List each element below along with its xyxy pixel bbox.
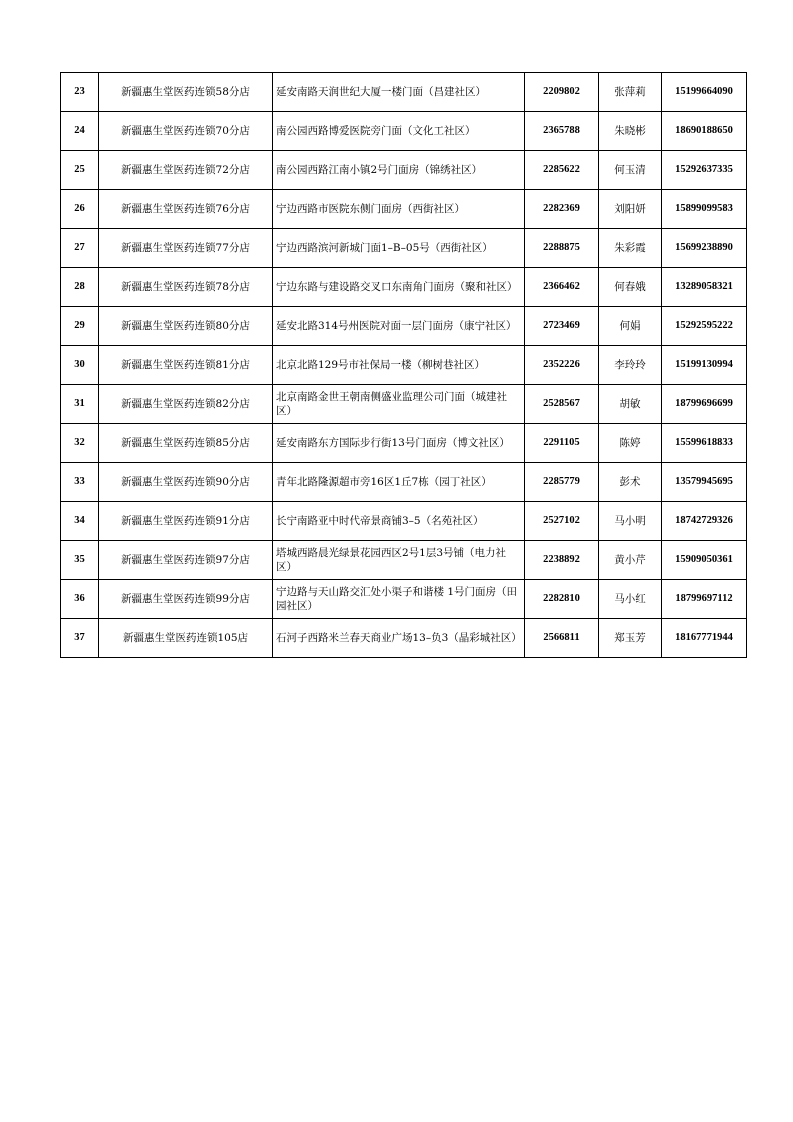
store-phone: 2238892 — [525, 541, 599, 580]
contact-person: 马小明 — [599, 502, 662, 541]
contact-person: 何娟 — [599, 307, 662, 346]
row-number: 37 — [61, 619, 99, 658]
row-number: 25 — [61, 151, 99, 190]
store-phone: 2285779 — [525, 463, 599, 502]
store-name: 新疆惠生堂医药连锁81分店 — [99, 346, 273, 385]
contact-person: 李玲玲 — [599, 346, 662, 385]
mobile-number: 15599618833 — [662, 424, 747, 463]
table-row — [61, 307, 747, 346]
row-number: 34 — [61, 502, 99, 541]
store-address: 石河子西路米兰春天商业广场13–负3（晶彩城社区） — [273, 619, 525, 658]
row-number: 26 — [61, 190, 99, 229]
store-name: 新疆惠生堂医药连锁58分店 — [99, 73, 273, 112]
table-row — [61, 190, 747, 229]
row-number: 23 — [61, 73, 99, 112]
mobile-number: 15292637335 — [662, 151, 747, 190]
row-number: 31 — [61, 385, 99, 424]
row-number: 28 — [61, 268, 99, 307]
contact-person: 张萍莉 — [599, 73, 662, 112]
row-number: 29 — [61, 307, 99, 346]
contact-person: 朱晓彬 — [599, 112, 662, 151]
table-row — [61, 619, 747, 658]
store-address: 长宁南路亚中时代帝景商铺3–5（名苑社区） — [273, 502, 525, 541]
contact-person: 陈婷 — [599, 424, 662, 463]
mobile-number: 18742729326 — [662, 502, 747, 541]
store-phone: 2352226 — [525, 346, 599, 385]
store-phone: 2209802 — [525, 73, 599, 112]
store-address: 青年北路隆源超市旁16区1丘7栋（园丁社区） — [273, 463, 525, 502]
store-address: 宁边西路滨河新城门面1–B–05号（西街社区） — [273, 229, 525, 268]
mobile-number: 15899099583 — [662, 190, 747, 229]
store-table — [60, 72, 747, 658]
table-row — [61, 229, 747, 268]
table-row — [61, 463, 747, 502]
store-phone: 2527102 — [525, 502, 599, 541]
contact-person: 马小红 — [599, 580, 662, 619]
row-number: 32 — [61, 424, 99, 463]
store-address: 延安北路314号州医院对面一层门面房（康宁社区） — [273, 307, 525, 346]
store-name: 新疆惠生堂医药连锁80分店 — [99, 307, 273, 346]
store-name: 新疆惠生堂医药连锁97分店 — [99, 541, 273, 580]
row-number: 36 — [61, 580, 99, 619]
mobile-number: 18799696699 — [662, 385, 747, 424]
contact-person: 郑玉芳 — [599, 619, 662, 658]
store-phone: 2723469 — [525, 307, 599, 346]
table-body — [61, 73, 747, 658]
store-name: 新疆惠生堂医药连锁70分店 — [99, 112, 273, 151]
contact-person: 朱彩霞 — [599, 229, 662, 268]
contact-person: 黄小芹 — [599, 541, 662, 580]
store-address: 宁边路与天山路交汇处小渠子和谐楼 1号门面房（田园社区） — [273, 580, 525, 619]
contact-person: 胡敏 — [599, 385, 662, 424]
row-number: 24 — [61, 112, 99, 151]
store-phone: 2282810 — [525, 580, 599, 619]
store-name: 新疆惠生堂医药连锁99分店 — [99, 580, 273, 619]
mobile-number: 15699238890 — [662, 229, 747, 268]
store-phone: 2291105 — [525, 424, 599, 463]
store-name: 新疆惠生堂医药连锁82分店 — [99, 385, 273, 424]
contact-person: 何春娥 — [599, 268, 662, 307]
store-name: 新疆惠生堂医药连锁105店 — [99, 619, 273, 658]
store-address: 宁边西路市医院东侧门面房（西街社区） — [273, 190, 525, 229]
store-phone: 2366462 — [525, 268, 599, 307]
mobile-number: 15909050361 — [662, 541, 747, 580]
row-number: 35 — [61, 541, 99, 580]
contact-person: 何玉清 — [599, 151, 662, 190]
table-row — [61, 73, 747, 112]
store-name: 新疆惠生堂医药连锁91分店 — [99, 502, 273, 541]
mobile-number: 18799697112 — [662, 580, 747, 619]
mobile-number: 18167771944 — [662, 619, 747, 658]
mobile-number: 13289058321 — [662, 268, 747, 307]
mobile-number: 15199130994 — [662, 346, 747, 385]
store-name: 新疆惠生堂医药连锁90分店 — [99, 463, 273, 502]
row-number: 30 — [61, 346, 99, 385]
table-row — [61, 541, 747, 580]
contact-person: 彭术 — [599, 463, 662, 502]
store-phone: 2365788 — [525, 112, 599, 151]
store-name: 新疆惠生堂医药连锁85分店 — [99, 424, 273, 463]
store-phone: 2288875 — [525, 229, 599, 268]
store-address: 宁边东路与建设路交叉口东南角门面房（聚和社区） — [273, 268, 525, 307]
table-row — [61, 580, 747, 619]
mobile-number: 18690188650 — [662, 112, 747, 151]
table-row — [61, 268, 747, 307]
row-number: 33 — [61, 463, 99, 502]
store-address: 塔城西路晨光绿景花园西区2号1层3号铺（电力社区） — [273, 541, 525, 580]
store-address: 南公园西路博爱医院旁门面（文化工社区） — [273, 112, 525, 151]
mobile-number: 15292595222 — [662, 307, 747, 346]
store-address: 北京南路金世王朝南侧盛业监理公司门面（城建社区） — [273, 385, 525, 424]
mobile-number: 15199664090 — [662, 73, 747, 112]
store-phone: 2285622 — [525, 151, 599, 190]
store-address: 延安南路东方国际步行街13号门面房（博文社区） — [273, 424, 525, 463]
store-address: 北京北路129号市社保局一楼（柳树巷社区） — [273, 346, 525, 385]
store-name: 新疆惠生堂医药连锁78分店 — [99, 268, 273, 307]
store-address: 延安南路天润世纪大厦一楼门面（昌建社区） — [273, 73, 525, 112]
store-name: 新疆惠生堂医药连锁76分店 — [99, 190, 273, 229]
table-row — [61, 385, 747, 424]
table-row — [61, 502, 747, 541]
store-address: 南公园西路江南小镇2号门面房（锦绣社区） — [273, 151, 525, 190]
store-phone: 2566811 — [525, 619, 599, 658]
table-row — [61, 424, 747, 463]
contact-person: 刘阳妍 — [599, 190, 662, 229]
store-phone: 2282369 — [525, 190, 599, 229]
store-phone: 2528567 — [525, 385, 599, 424]
store-name: 新疆惠生堂医药连锁77分店 — [99, 229, 273, 268]
table-row — [61, 151, 747, 190]
row-number: 27 — [61, 229, 99, 268]
table-row — [61, 346, 747, 385]
store-name: 新疆惠生堂医药连锁72分店 — [99, 151, 273, 190]
mobile-number: 13579945695 — [662, 463, 747, 502]
table-row — [61, 112, 747, 151]
